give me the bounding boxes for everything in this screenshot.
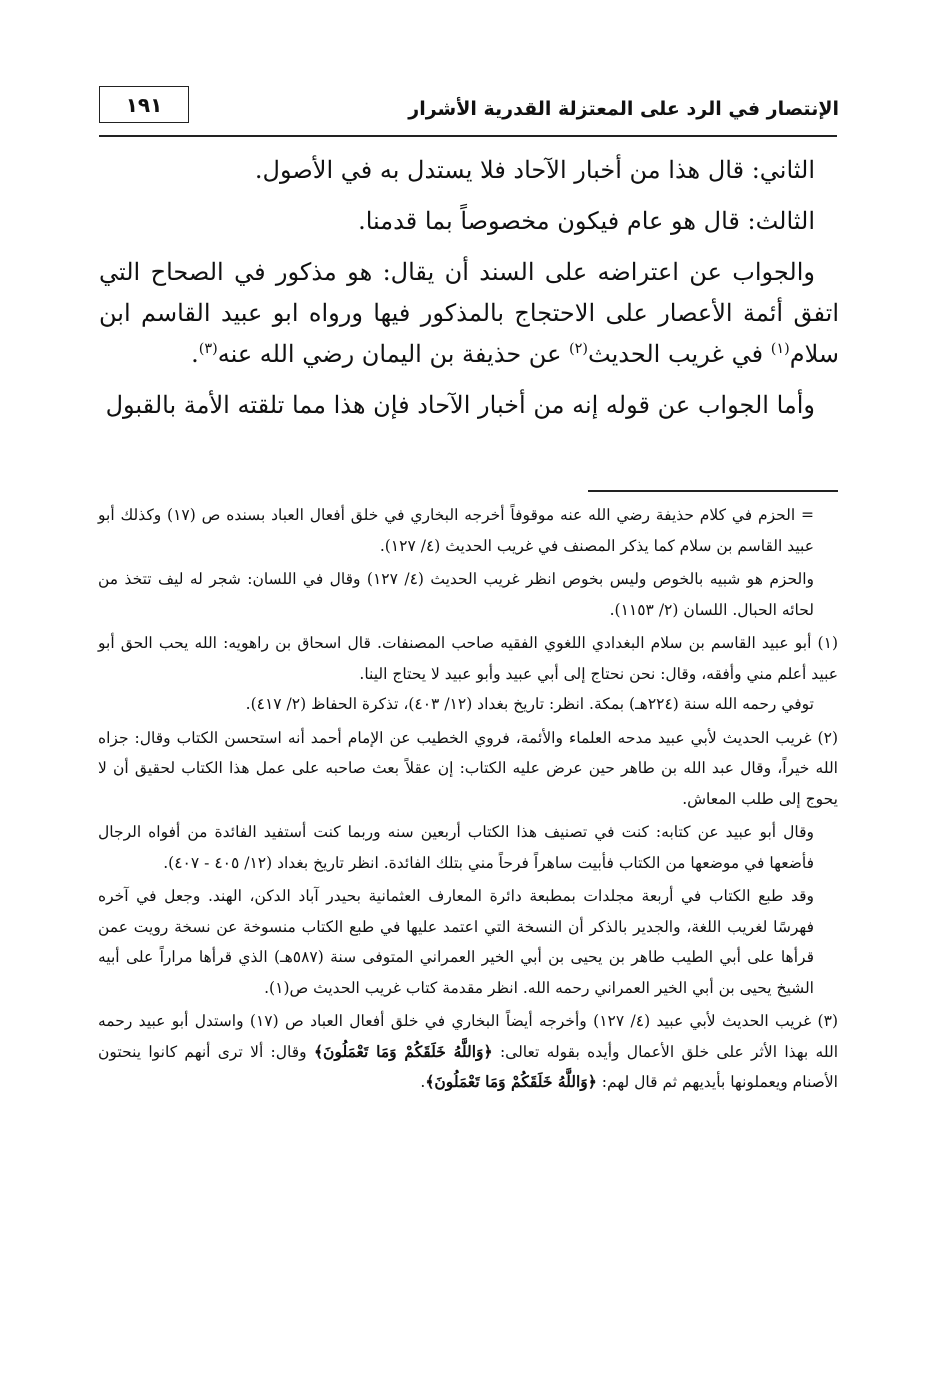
answer-text-end: .	[191, 340, 199, 368]
footnote-ref-1: (١)	[770, 341, 790, 357]
answer-text-3: عن حذيفة بن اليمان رضي الله عنه	[217, 340, 570, 368]
main-text	[99, 150, 839, 436]
footnote-3-text-1: (٣) غريب الحديث لأبي عبيد (٤/ ١٢٧) وأخرجه أيضاً البخاري في خلق أفعال العباد ص (١٧) واستدل أبو عبيد رحمه الله بهذا الأثر على خلق الأعمال وأيده بقوله تعالى:	[98, 1012, 838, 1061]
paragraph-second-objection: الثاني: قال هذا من أخبار الآحاد فلا يستدل به في الأصول.	[254, 156, 815, 184]
paragraph-third-objection: الثالث: قال هو عام فيكون مخصوصاً بما قدمنا.	[358, 207, 815, 235]
answer-text-1: والجواب عن اعتراضه على السند أن يقال: هو مذكور في الصحاح التي اتفق أئمة الأعصار على الاحتجاج بالمذكور فيها ورواه ابو عبيد القاسم ابن سلام	[99, 258, 839, 368]
page-number: ١٩١	[99, 86, 189, 123]
footnote-3-end: .	[420, 1073, 426, 1091]
footnote-3-text-2: وقال: ألا ترى أنهم كانوا ينحتون الأصنام ويعملونها بأيديهم ثم قال لهم:	[98, 1042, 838, 1091]
footnote-3	[98, 1006, 838, 1098]
running-head-title: الإنتصار في الرد على المعتزلة القدرية الأشرار	[408, 98, 839, 120]
footnote-ref-2: (٢)	[569, 341, 588, 357]
paragraph-answer-ahad: وأما الجواب عن قوله إنه من أخبار الآحاد فإن هذا مما تلقته الأمة بالقبول	[105, 391, 815, 419]
footnote-1: (١) أبو عبيد القاسم بن سلام البغدادي اللغوي الفقيه صاحب المصنفات. قال اسحاق بن راهويه: الله يحب الحق أبو عبيد أعلم مني وأفقه، وقال: نحن نحتاج إلى أبي عبيد وأبو عبيد لا يحتاج الينا.	[98, 634, 838, 683]
footnote-ref-3: (٣)	[198, 341, 218, 357]
footnote-2-printing: وقد طبع الكتاب في أربعة مجلدات بمطبعة دائرة المعارف العثمانية بحيدر آباد الدكن، الهند. وجعل في آخره فهرسًا لغريب اللغة، والجدير بالذكر أن النسخة التي اعتمد عليها في طبع الكتاب منسوخة عن نسخة رويت عمن قرأها على أبي الطيب طاهر بن يحيى بن أبي الخير العمراني المتوفى سنة (٥٨٧هـ) الذي قرأها مراراً على أبيه الشيخ يحيى بن أبي الخير العمراني رحمه الله. انظر مقدمة كتاب غريب الحديث ص(١).	[98, 887, 815, 997]
footnote-2-author-quote: وقال أبو عبيد عن كتابه: كنت في تصنيف هذا الكتاب أربعين سنه وربما كنت أستفيد الفائدة من أفواه الرجال فأضعها في موضعها من الكتاب فأبيت ساهراً فرحاً مني بتلك الفائدة. انظر تاريخ بغداد (١٢/ ٤٠٥ - ٤٠٧).	[98, 823, 814, 872]
quran-verse-2: ﴿وَاللَّهُ خَلَقَكُمْ وَمَا تَعْمَلُونَ﴾	[425, 1072, 597, 1091]
footnote-separator	[588, 490, 838, 492]
quran-verse-1: ﴿وَاللَّهُ خَلَقَكُمْ وَمَا تَعْمَلُونَ﴾	[313, 1041, 493, 1061]
footnote-2: (٢) غريب الحديث لأبي عبيد مدحه العلماء والأئمة، فروي الخطيب عن الإمام أحمد أنه استحسن الكتاب وقال: جزاه الله خيراً، وقال عبد الله بن طاهر حين عرض عليه الكتاب: إن عقلاً بعث صاحبه على عمل هذا الكتاب لحقيق أن لا يحوج إلى طلب المعاش.	[98, 728, 838, 808]
footnotes	[98, 500, 838, 1098]
footnote-1-death: توفي رحمه الله سنة (٢٢٤هـ) بمكة. انظر: تاريخ بغداد (١٢/ ٤٠٣)، تذكرة الحفاظ (٢/ ٤١٧).	[245, 695, 814, 713]
footnote-continuation-2: والحزم هو شبيه بالخوص وليس بخوص انظر غريب الحديث (٤/ ١٢٧) وقال في اللسان: شجر له ليف تتخذ من لحائه الحبال. اللسان (٢/ ١١٥٣).	[98, 570, 814, 619]
paragraph-answer-chain	[99, 252, 839, 375]
header-rule	[99, 135, 837, 137]
answer-text-2: في غريب الحديث	[588, 340, 771, 368]
footnote-continuation: = الحزم في كلام حذيفة رضي الله عنه موقوفاً أخرجه البخاري في خلق أفعال العباد بسنده ص (١٧) وكذلك أبو عبيد القاسم بن سلام كما يذكر المصنف في غريب الحديث (٤/ ١٢٧).	[98, 506, 814, 555]
